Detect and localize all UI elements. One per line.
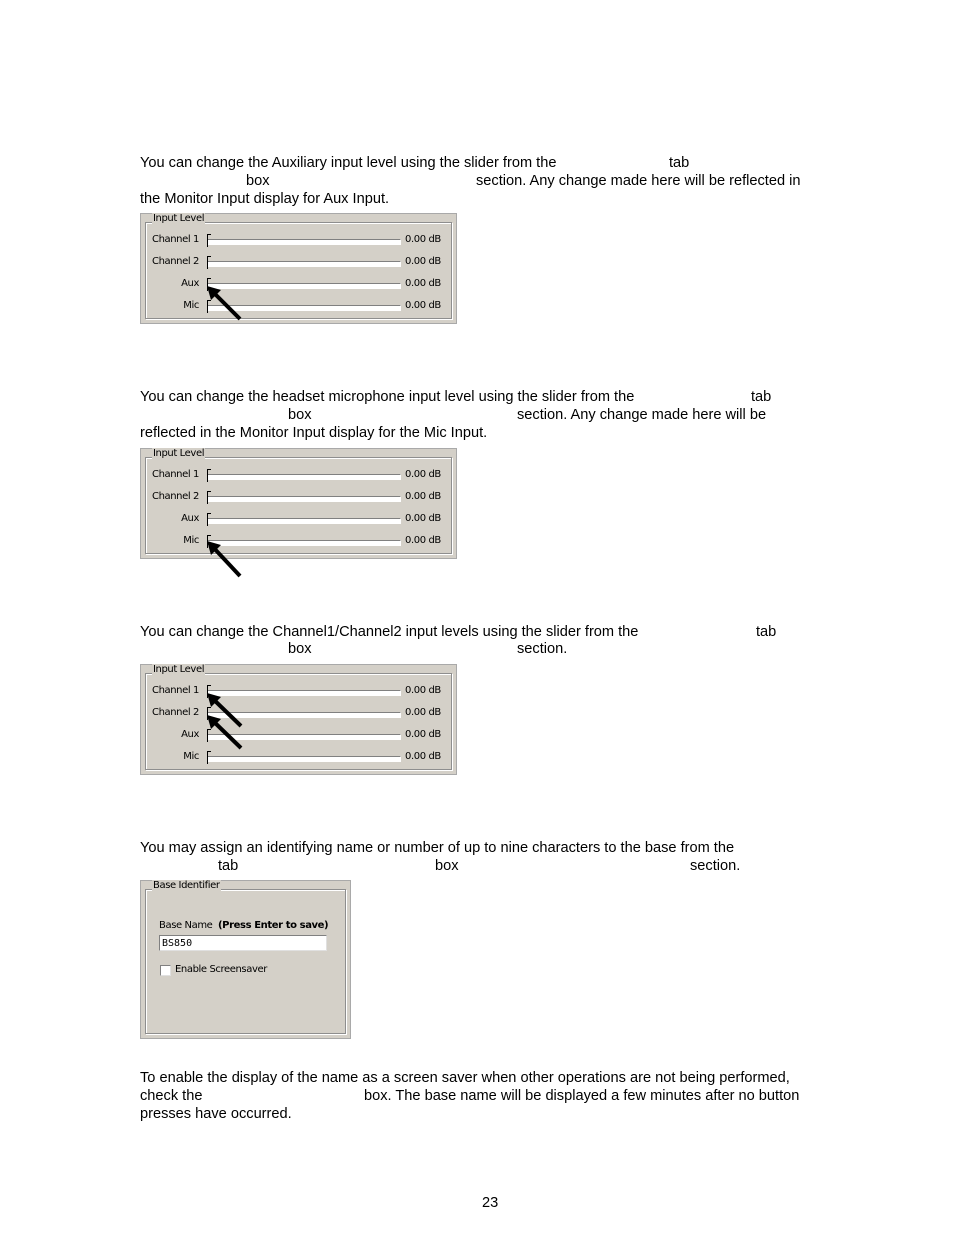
slider-track[interactable] <box>207 756 401 762</box>
chan-paragraph-line1: You can change the Channel1/Channel2 input levels using the slider from the <box>140 624 639 640</box>
slider-value: 0.00 dB <box>405 300 441 311</box>
chan-paragraph-tab: tab <box>756 624 777 640</box>
slider-thumb[interactable] <box>207 469 211 482</box>
slider-label: Aux <box>181 729 199 740</box>
mic-paragraph-section: section. Any change made here will be <box>517 407 767 423</box>
slider-thumb[interactable] <box>207 256 211 269</box>
aux-paragraph-line3: the Monitor Input display for Aux Input. <box>140 191 390 207</box>
slider-value: 0.00 dB <box>405 729 441 740</box>
slider-label: Aux <box>181 513 199 524</box>
base-name-input[interactable]: BS850 <box>159 935 327 951</box>
slider-track[interactable] <box>207 474 401 480</box>
slider-value: 0.00 dB <box>405 234 441 245</box>
input-level-panel-mic <box>140 448 457 559</box>
slider-value: 0.00 dB <box>405 491 441 502</box>
slider-label: Channel 1 <box>152 234 199 245</box>
slider-row-channel1 <box>141 234 457 248</box>
pointer-arrow-icon <box>205 713 245 751</box>
slider-label: Channel 1 <box>152 469 199 480</box>
slider-label: Mic <box>183 300 199 311</box>
slider-label: Channel 1 <box>152 685 199 696</box>
base-name-label: Base Name <box>159 920 213 931</box>
slider-thumb[interactable] <box>207 751 211 764</box>
screensaver-checkbox[interactable] <box>160 965 171 976</box>
saver-paragraph-check: check the <box>140 1088 203 1104</box>
slider-row-aux <box>141 729 457 743</box>
slider-thumb[interactable] <box>207 234 211 247</box>
input-level-panel-aux <box>140 213 457 324</box>
page-number: 23 <box>482 1195 499 1211</box>
saver-paragraph-line1: To enable the display of the name as a screen saver when other operations are not being performed, <box>140 1070 790 1086</box>
base-identifier-panel <box>140 880 351 1039</box>
base-identifier-legend: Base Identifier <box>153 880 220 891</box>
slider-label: Channel 2 <box>152 707 199 718</box>
chan-paragraph-section: section. <box>517 641 568 657</box>
slider-label: Mic <box>183 751 199 762</box>
aux-paragraph-tab: tab <box>669 155 690 171</box>
slider-row-mic <box>141 751 457 765</box>
slider-thumb[interactable] <box>207 491 211 504</box>
slider-value: 0.00 dB <box>405 535 441 546</box>
base-name-hint: (Press Enter to save) <box>218 920 329 931</box>
slider-row-channel2 <box>141 491 457 505</box>
aux-paragraph-line1: You can change the Auxiliary input level using the slider from the <box>140 155 557 171</box>
pointer-arrow-icon <box>205 284 245 324</box>
slider-label: Mic <box>183 535 199 546</box>
input-level-legend: Input Level <box>153 213 205 224</box>
slider-track[interactable] <box>207 261 401 267</box>
slider-row-channel2 <box>141 707 457 721</box>
slider-value: 0.00 dB <box>405 685 441 696</box>
slider-label: Channel 2 <box>152 491 199 502</box>
screensaver-label[interactable]: Enable Screensaver <box>175 964 267 975</box>
slider-track[interactable] <box>207 239 401 245</box>
slider-value: 0.00 dB <box>405 751 441 762</box>
pointer-arrow-icon <box>205 539 245 581</box>
slider-value: 0.00 dB <box>405 256 441 267</box>
slider-value: 0.00 dB <box>405 469 441 480</box>
slider-value: 0.00 dB <box>405 707 441 718</box>
slider-label: Channel 2 <box>152 256 199 267</box>
slider-value: 0.00 dB <box>405 278 441 289</box>
input-level-legend: Input Level <box>153 664 205 675</box>
base-identifier-frame <box>145 889 346 1034</box>
slider-thumb[interactable] <box>207 513 211 526</box>
aux-paragraph-box: box <box>246 173 270 189</box>
name-paragraph-box: box <box>435 858 459 874</box>
name-paragraph-section: section. <box>690 858 741 874</box>
slider-row-mic <box>141 535 457 549</box>
slider-row-aux <box>141 278 457 292</box>
saver-paragraph-box: box. The base name will be displayed a few minutes after no button <box>364 1088 800 1104</box>
slider-label: Aux <box>181 278 199 289</box>
slider-track[interactable] <box>207 518 401 524</box>
aux-paragraph-section: section. Any change made here will be reflected in <box>476 173 801 189</box>
slider-row-aux <box>141 513 457 527</box>
mic-paragraph-box: box <box>288 407 312 423</box>
chan-paragraph-box: box <box>288 641 312 657</box>
slider-value: 0.00 dB <box>405 513 441 524</box>
name-paragraph-line1: You may assign an identifying name or number of up to nine characters to the base from the <box>140 840 735 856</box>
slider-track[interactable] <box>207 496 401 502</box>
slider-row-channel1 <box>141 685 457 699</box>
mic-paragraph-tab: tab <box>751 389 772 405</box>
slider-row-channel2 <box>141 256 457 270</box>
slider-row-channel1 <box>141 469 457 483</box>
input-level-legend: Input Level <box>153 448 205 459</box>
input-level-panel-channels <box>140 664 457 775</box>
name-paragraph-tab: tab <box>218 858 239 874</box>
mic-paragraph-line1: You can change the headset microphone input level using the slider from the <box>140 389 635 405</box>
saver-paragraph-line3: presses have occurred. <box>140 1106 292 1122</box>
slider-row-mic <box>141 300 457 314</box>
mic-paragraph-line3: reflected in the Monitor Input display for the Mic Input. <box>140 425 488 441</box>
